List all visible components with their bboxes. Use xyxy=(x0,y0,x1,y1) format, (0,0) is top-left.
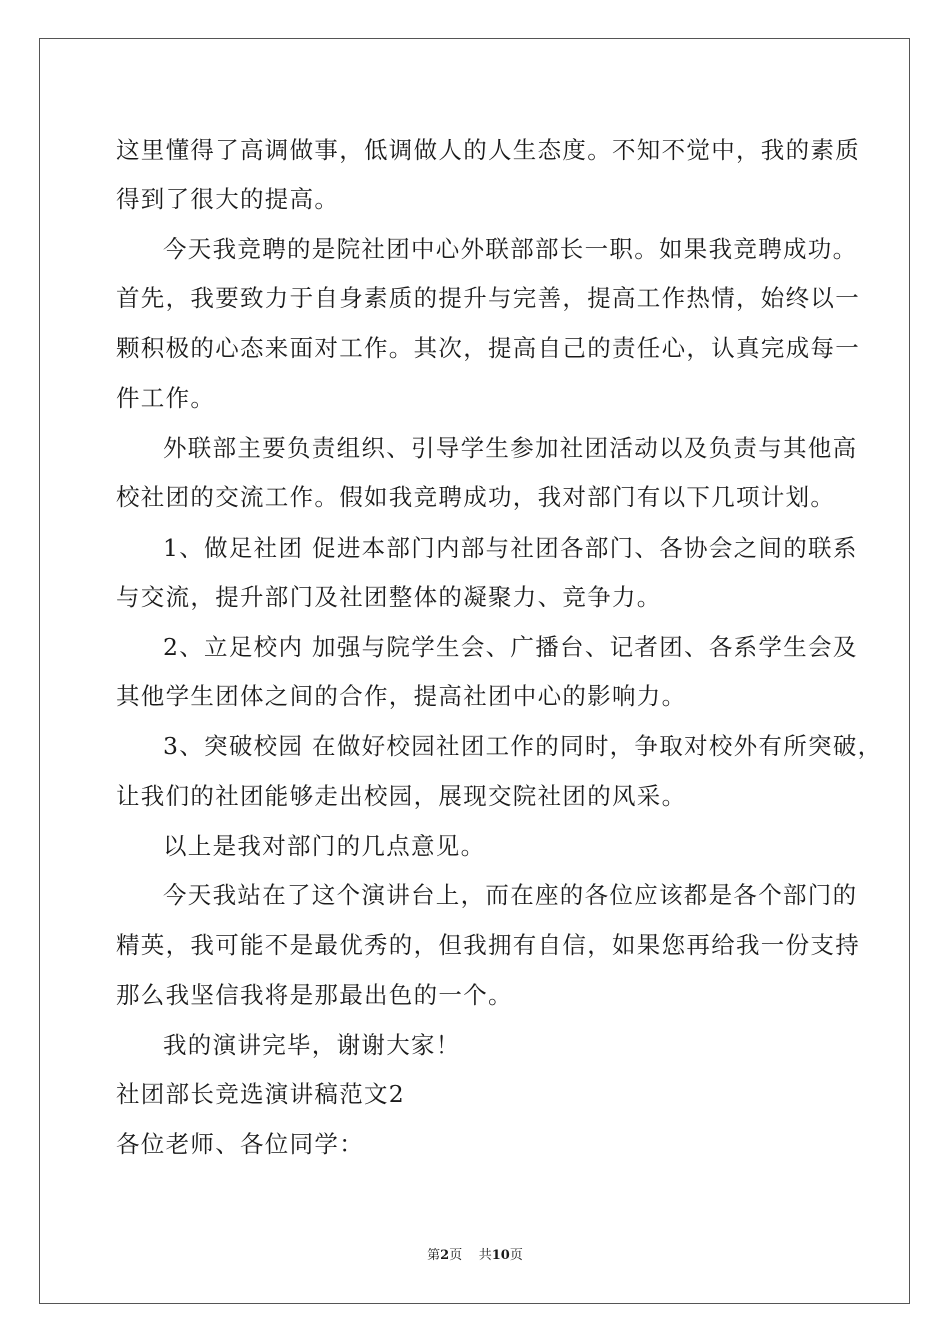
body-line: 外联部主要负责组织、引导学生参加社团活动以及负责与其他高 xyxy=(163,434,858,462)
body-line: 1、做足社团 促进本部门内部与社团各部门、各协会之间的联系 xyxy=(163,534,858,562)
body-line: 与交流，提升部门及社团整体的凝聚力、竞争力。 xyxy=(116,583,662,611)
page-total: 10 xyxy=(491,1248,510,1263)
body-line: 校社团的交流工作。假如我竞聘成功，我对部门有以下几项计划。 xyxy=(116,483,836,511)
body-line: 今天我竞聘的是院社团中心外联部部长一职。如果我竞聘成功。 xyxy=(163,235,858,263)
body-line: 以上是我对部门的几点意见。 xyxy=(163,832,486,860)
body-line: 那么我坚信我将是那最出色的一个。 xyxy=(116,981,513,1009)
body-line: 件工作。 xyxy=(116,384,216,412)
total-suffix: 页 xyxy=(509,1248,523,1263)
body-line: 首先，我要致力于自身素质的提升与完善，提高工作热情，始终以一 xyxy=(116,284,860,312)
page-border xyxy=(39,38,910,1304)
page-footer xyxy=(0,1248,950,1264)
body-line: 2、立足校内 加强与院学生会、广播台、记者团、各系学生会及 xyxy=(163,633,858,661)
page-current: 2 xyxy=(440,1248,450,1263)
body-line: 精英，我可能不是最优秀的，但我拥有自信，如果您再给我一份支持 xyxy=(116,931,860,959)
page-suffix: 页 xyxy=(449,1248,463,1263)
body-line: 3、突破校园 在做好校园社团工作的同时，争取对校外有所突破， xyxy=(163,732,883,760)
salutation: 各位老师、各位同学： xyxy=(116,1130,364,1158)
body-line: 今天我站在了这个演讲台上，而在座的各位应该都是各个部门的 xyxy=(163,881,858,909)
section-heading: 社团部长竞选演讲稿范文2 xyxy=(116,1080,406,1108)
body-line: 让我们的社团能够走出校园，展现交院社团的风采。 xyxy=(116,782,687,810)
page-prefix: 第 xyxy=(427,1248,441,1263)
body-line: 得到了很大的提高。 xyxy=(116,185,340,213)
body-line: 其他学生团体之间的合作，提高社团中心的影响力。 xyxy=(116,682,687,710)
body-line: 这里懂得了高调做事，低调做人的人生态度。不知不觉中，我的素质 xyxy=(116,136,860,164)
body-line: 颗积极的心态来面对工作。其次，提高自己的责任心，认真完成每一 xyxy=(116,334,860,362)
total-prefix: 共 xyxy=(478,1248,492,1263)
body-line: 我的演讲完毕，谢谢大家！ xyxy=(163,1031,461,1059)
